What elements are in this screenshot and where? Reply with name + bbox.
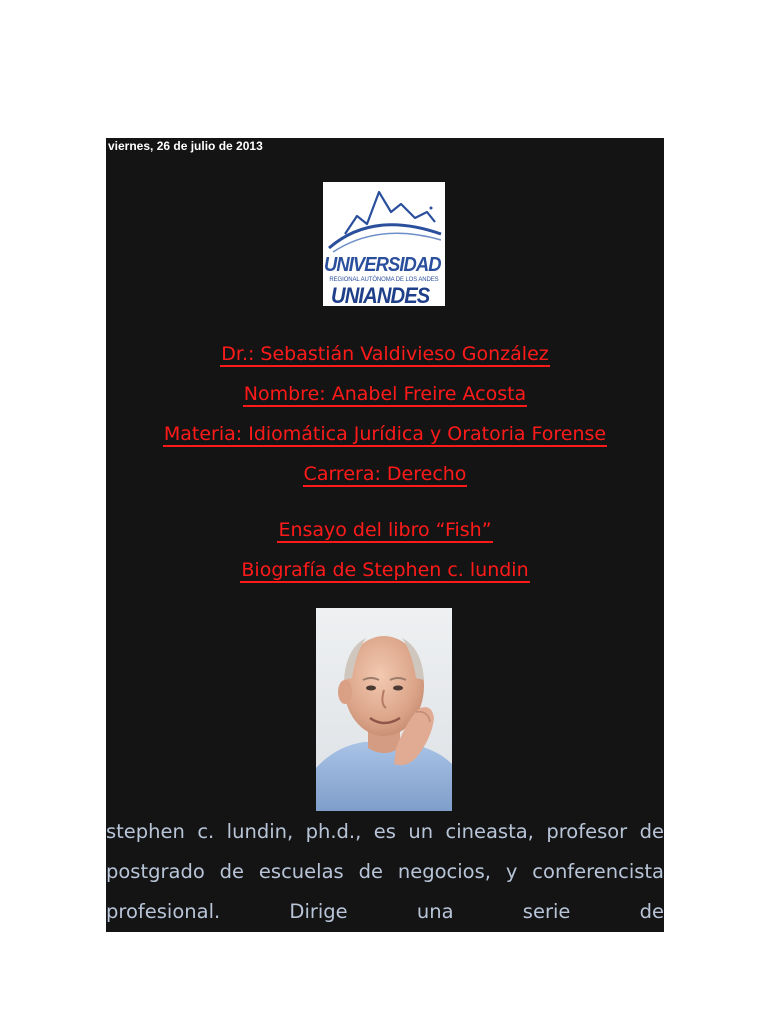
paragraph-line: postgrado de escuelas de negocios, y conferencista bbox=[106, 860, 664, 883]
university-logo bbox=[323, 182, 445, 306]
subject-text: Materia: Idiomática Jurídica y Oratoria Forense bbox=[163, 423, 607, 445]
author-portrait-icon bbox=[316, 608, 452, 811]
subject-line bbox=[106, 422, 664, 446]
paragraph-line: profesional. Dirige una serie de bbox=[106, 900, 664, 923]
student-text: Nombre: Anabel Freire Acosta bbox=[243, 383, 527, 405]
biography-title-text: Biografía de Stephen c. lundin bbox=[241, 559, 529, 581]
essay-title-line bbox=[106, 518, 664, 542]
career-line bbox=[106, 462, 664, 486]
logo-word-universidad: UNIVERSIDAD bbox=[324, 254, 441, 276]
essay-title-text: Ensayo del libro “Fish” bbox=[278, 519, 492, 541]
professor-line bbox=[106, 342, 664, 366]
blog-post bbox=[106, 138, 664, 932]
logo-word-uniandes: UNIANDES bbox=[331, 283, 430, 306]
professor-text: Dr.: Sebastián Valdivieso González bbox=[221, 343, 549, 365]
author-photo bbox=[316, 608, 452, 811]
paragraph-line: stephen c. lundin, ph.d., es un cineasta, profesor de bbox=[106, 820, 664, 843]
biography-title-line bbox=[106, 558, 664, 582]
biography-paragraph bbox=[106, 812, 664, 932]
logo-subtitle: REGIONAL AUTÓNOMA DE LOS ANDES bbox=[329, 277, 439, 283]
career-text: Carrera: Derecho bbox=[303, 463, 467, 485]
post-date: viernes, 26 de julio de 2013 bbox=[108, 139, 263, 153]
student-line bbox=[106, 382, 664, 406]
